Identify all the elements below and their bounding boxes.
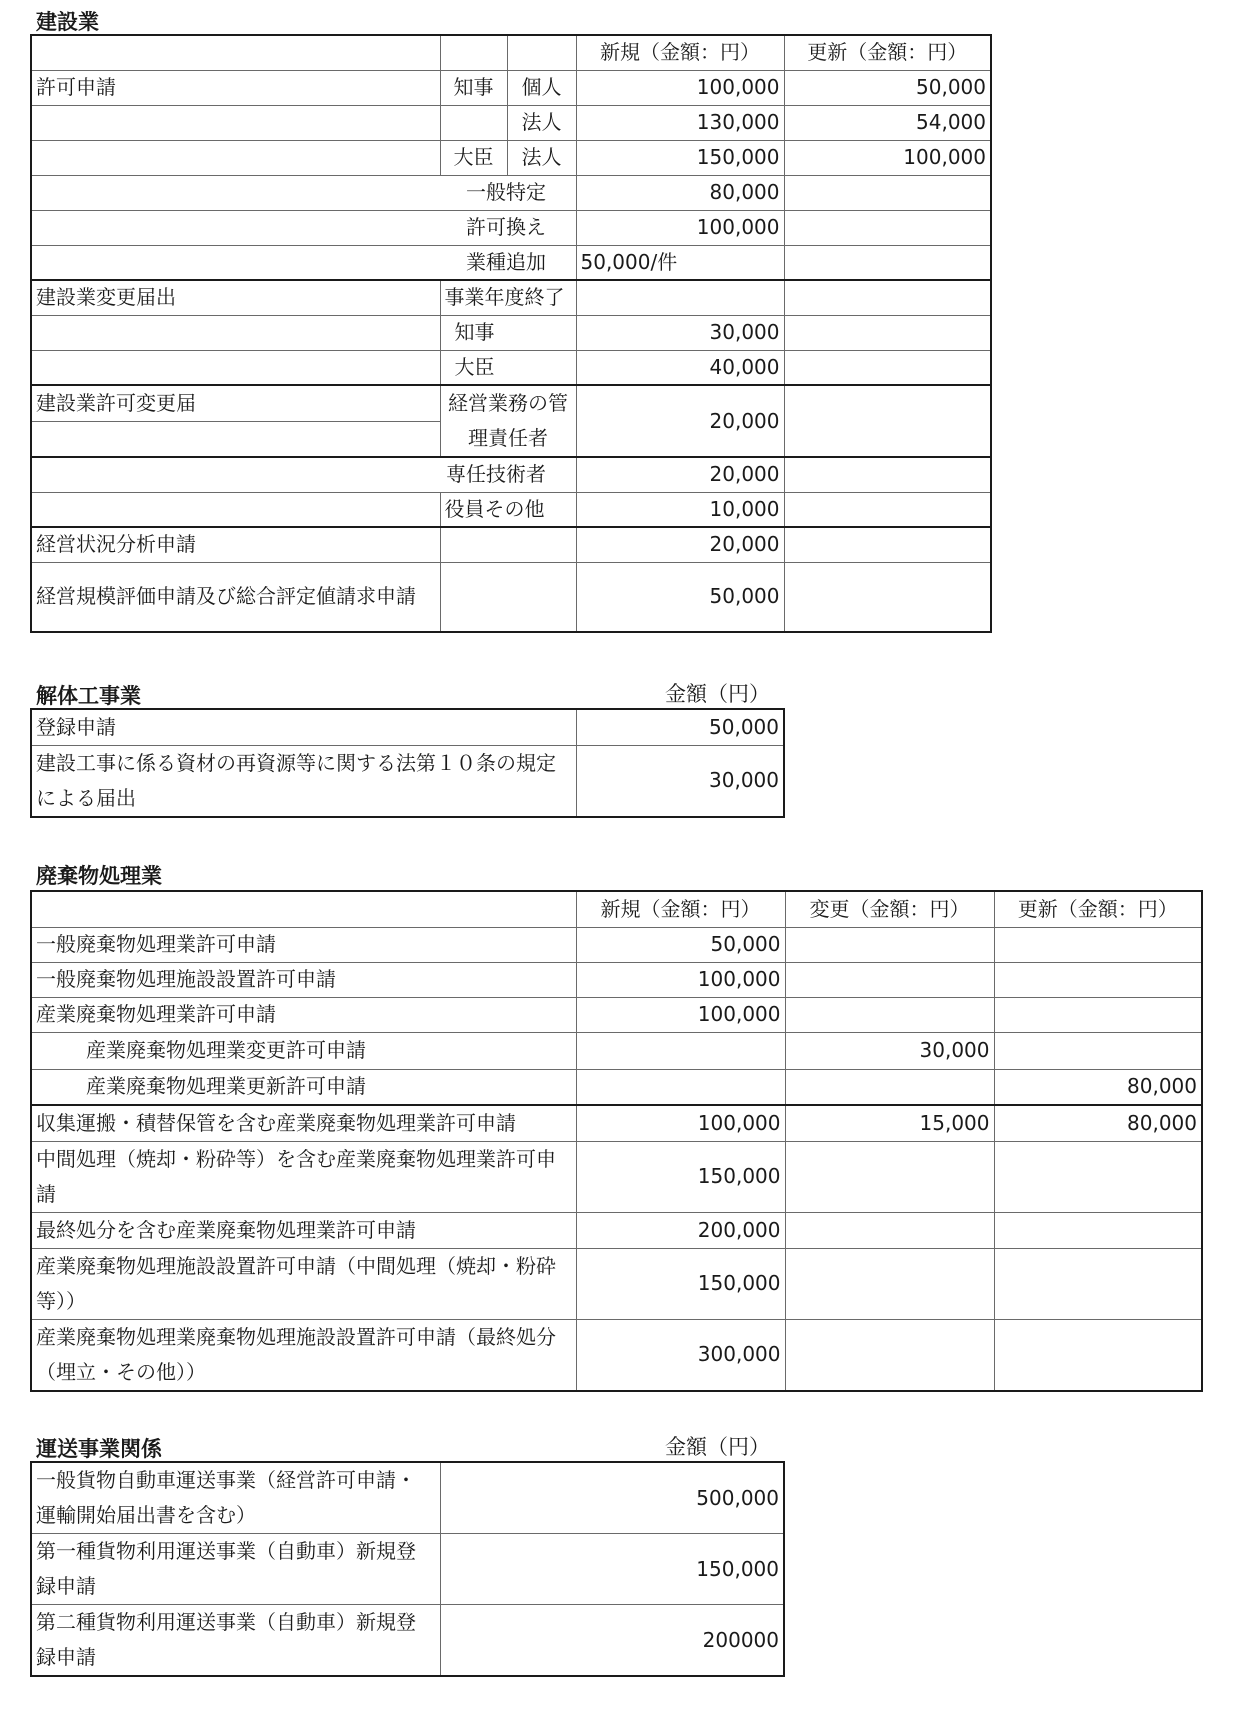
- fiscal-end-label: 事業年度終了: [440, 280, 576, 315]
- construction-fee-table: [30, 34, 992, 633]
- transport-amount-header: 金額（円）: [665, 1435, 770, 1459]
- officer-label: 役員その他: [440, 492, 576, 527]
- table-cell: 80,000: [994, 1069, 1202, 1105]
- manager-label: 経営業務の管理責任者: [440, 385, 576, 457]
- governor-label: 知事: [440, 70, 507, 105]
- table-row: [31, 140, 991, 175]
- table-cell: [785, 1069, 994, 1105]
- table-cell: [994, 997, 1202, 1032]
- table-cell: 100,000: [576, 962, 785, 997]
- table-row: [31, 1248, 1202, 1319]
- table-cell: 200,000: [576, 1212, 785, 1248]
- table-cell: [994, 1319, 1202, 1391]
- table-cell: 50,000: [576, 562, 784, 632]
- table-cell: 50,000: [576, 927, 785, 962]
- table-cell: 80,000: [576, 175, 784, 210]
- table-cell: 100,000: [576, 210, 784, 245]
- table-row: [31, 1141, 1202, 1212]
- permit-label: 許可申請: [31, 70, 440, 105]
- table-cell: 500,000: [440, 1462, 784, 1534]
- corporation-label: 法人: [507, 105, 576, 140]
- table-cell: 150,000: [576, 140, 784, 175]
- table-cell: 30,000: [576, 745, 784, 817]
- row-label: 一般廃棄物処理施設設置許可申請: [31, 962, 576, 997]
- engineer-label: 専任技術者: [31, 457, 576, 492]
- row-label: 中間処理（焼却・粉砕等）を含む産業廃棄物処理業許可申請: [31, 1141, 576, 1212]
- table-cell: 100,000: [576, 1105, 785, 1141]
- table-cell: 20,000: [576, 457, 784, 492]
- table-row: [31, 280, 991, 315]
- add-type-label: 業種追加: [31, 245, 576, 280]
- fiscal-minister-label: 大臣: [440, 350, 576, 385]
- construction-title: 建設業: [36, 10, 99, 34]
- table-row: [31, 1032, 1202, 1069]
- table-row: [31, 1462, 784, 1534]
- table-cell: 150,000: [576, 1248, 785, 1319]
- row-label: 産業廃棄物処理業許可申請: [31, 997, 576, 1032]
- table-row: [31, 1534, 784, 1605]
- evaluation-label: 経営規模評価申請及び総合評定値請求申請: [31, 562, 440, 632]
- corporation-label: 法人: [507, 140, 576, 175]
- table-row: [31, 1105, 1202, 1141]
- change-notice-label: 建設業変更届出: [31, 280, 440, 315]
- table-cell: [785, 997, 994, 1032]
- notice-label: 建設工事に係る資材の再資源等に関する法第１０条の規定による届出: [31, 745, 576, 817]
- table-cell: 150,000: [576, 1141, 785, 1212]
- row-label: 第二種貨物利用運送事業（自動車）新規登録申請: [31, 1605, 440, 1677]
- table-row: [31, 457, 991, 492]
- table-cell: [994, 1141, 1202, 1212]
- table-row: [31, 562, 991, 632]
- analysis-label: 経営状況分析申請: [31, 527, 440, 562]
- registration-label: 登録申請: [31, 709, 576, 745]
- waste-title: 廃棄物処理業: [36, 864, 162, 888]
- permit-change-label: 建設業許可変更届: [31, 385, 440, 421]
- table-cell: 30,000: [785, 1032, 994, 1069]
- table-cell: 15,000: [785, 1105, 994, 1141]
- table-row: [31, 210, 991, 245]
- permit-switch-label: 許可換え: [31, 210, 576, 245]
- col-renew-header: 更新（金額：円）: [994, 891, 1202, 927]
- table-cell: [994, 927, 1202, 962]
- row-label: 産業廃棄物処理業更新許可申請: [31, 1069, 576, 1105]
- table-row: [31, 709, 784, 745]
- table-row: [31, 385, 991, 421]
- table-cell: [994, 1212, 1202, 1248]
- demolition-fee-table: [30, 708, 785, 818]
- general-special-label: 一般特定: [31, 175, 576, 210]
- table-cell: 80,000: [994, 1105, 1202, 1141]
- table-cell: 50,000: [576, 709, 784, 745]
- col-renew-header: 更新（金額：円）: [784, 35, 991, 70]
- row-label: 一般貨物自動車運送事業（経営許可申請・運輸開始届出書を含む）: [31, 1462, 440, 1534]
- table-row: [31, 927, 1202, 962]
- row-label: 産業廃棄物処理施設設置許可申請（中間処理（焼却・粉砕等））: [31, 1248, 576, 1319]
- table-cell: 130,000: [576, 105, 784, 140]
- table-row: [31, 527, 991, 562]
- table-cell: [785, 1212, 994, 1248]
- table-cell: [994, 962, 1202, 997]
- table-row: [31, 70, 991, 105]
- table-row: [31, 1605, 784, 1677]
- row-label: 産業廃棄物処理業廃棄物処理施設設置許可申請（最終処分（埋立・その他））: [31, 1319, 576, 1391]
- minister-label: 大臣: [440, 140, 507, 175]
- table-cell: [576, 1069, 785, 1105]
- table-row: [31, 245, 991, 280]
- table-cell: 150,000: [440, 1534, 784, 1605]
- row-label: 第一種貨物利用運送事業（自動車）新規登録申請: [31, 1534, 440, 1605]
- table-cell: 50,000/件: [576, 245, 784, 280]
- table-row: [31, 1212, 1202, 1248]
- table-cell: 20,000: [576, 385, 784, 457]
- table-row: [31, 175, 991, 210]
- table-row: [31, 350, 991, 385]
- table-row: [31, 105, 991, 140]
- transport-title: 運送事業関係: [36, 1437, 162, 1461]
- row-label: 収集運搬・積替保管を含む産業廃棄物処理業許可申請: [31, 1105, 576, 1141]
- table-cell: [785, 1319, 994, 1391]
- table-cell: 300,000: [576, 1319, 785, 1391]
- table-row: [31, 997, 1202, 1032]
- table-row: [31, 1319, 1202, 1391]
- table-row: [31, 891, 1202, 927]
- table-cell: [785, 962, 994, 997]
- table-cell: 30,000: [576, 315, 784, 350]
- table-cell: [576, 1032, 785, 1069]
- transport-fee-table: [30, 1461, 785, 1677]
- table-cell: 100,000: [576, 997, 785, 1032]
- col-new-header: 新規（金額：円）: [576, 35, 784, 70]
- table-row: [31, 962, 1202, 997]
- table-row: [31, 35, 991, 70]
- demolition-amount-header: 金額（円）: [665, 682, 770, 706]
- table-cell: 50,000: [784, 70, 991, 105]
- table-cell: 20,000: [576, 527, 784, 562]
- table-cell: [785, 1141, 994, 1212]
- table-cell: 40,000: [576, 350, 784, 385]
- table-row: [31, 745, 784, 817]
- table-row: [31, 1069, 1202, 1105]
- table-cell: 54,000: [784, 105, 991, 140]
- col-change-header: 変更（金額：円）: [785, 891, 994, 927]
- table-cell: [994, 1248, 1202, 1319]
- demolition-title: 解体工事業: [36, 684, 141, 708]
- col-new-header: 新規（金額：円）: [576, 891, 785, 927]
- row-label: 一般廃棄物処理業許可申請: [31, 927, 576, 962]
- row-label: 最終処分を含む産業廃棄物処理業許可申請: [31, 1212, 576, 1248]
- table-cell: 10,000: [576, 492, 784, 527]
- table-row: [31, 492, 991, 527]
- row-label: 産業廃棄物処理業変更許可申請: [31, 1032, 576, 1069]
- table-cell: 100,000: [784, 140, 991, 175]
- fiscal-governor-label: 知事: [440, 315, 576, 350]
- waste-fee-table: [30, 890, 1203, 1392]
- table-row: [31, 315, 991, 350]
- table-cell: [994, 1032, 1202, 1069]
- table-cell: [785, 1248, 994, 1319]
- table-cell: [785, 927, 994, 962]
- table-cell: 200000: [440, 1605, 784, 1677]
- individual-label: 個人: [507, 70, 576, 105]
- table-cell: 100,000: [576, 70, 784, 105]
